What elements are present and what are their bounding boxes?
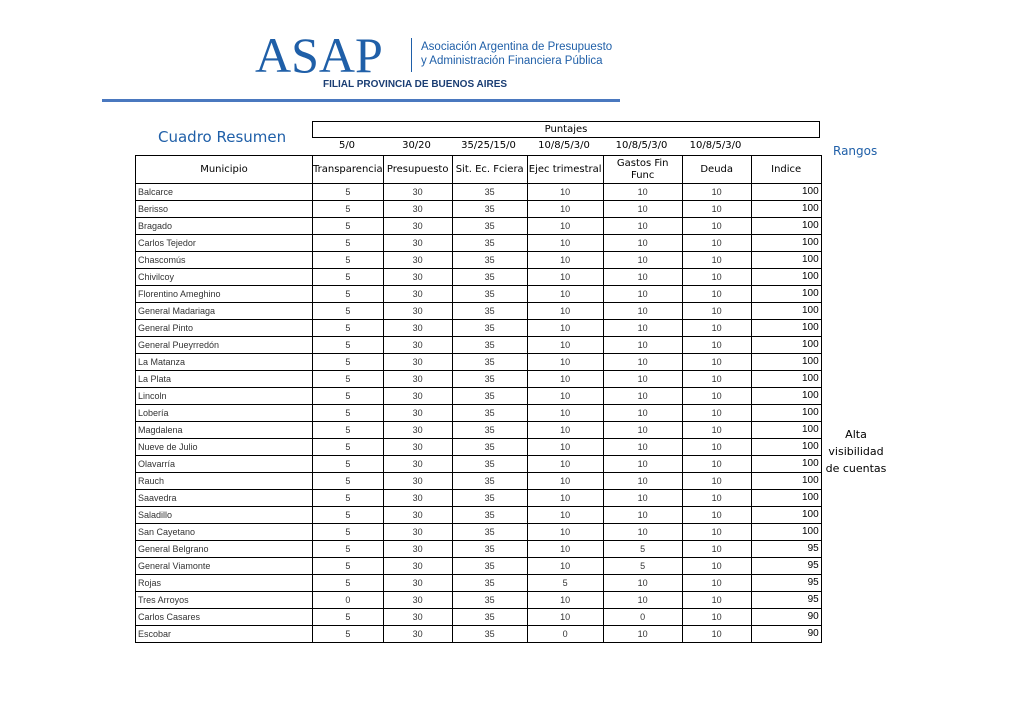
cell-score: 35 xyxy=(452,575,527,592)
cell-score: 30 xyxy=(383,201,452,218)
cell-score: 10 xyxy=(682,405,751,422)
col-sit-ec: Sit. Ec. Fciera xyxy=(452,156,527,184)
cell-score: 35 xyxy=(452,235,527,252)
col-ejec: Ejec trimestral xyxy=(527,156,603,184)
cell-score: 10 xyxy=(603,388,682,405)
cell-score: 10 xyxy=(682,218,751,235)
cell-score: 10 xyxy=(682,422,751,439)
org-name xyxy=(421,40,612,68)
col-presupuesto: Presupuesto xyxy=(383,156,452,184)
cell-municipio: Lincoln xyxy=(136,388,313,405)
table-row xyxy=(136,456,822,473)
cell-score: 10 xyxy=(682,473,751,490)
cell-municipio: Florentino Ameghino xyxy=(136,286,313,303)
cell-score: 30 xyxy=(383,252,452,269)
cell-score: 30 xyxy=(383,337,452,354)
cell-score: 10 xyxy=(682,320,751,337)
cell-score: 5 xyxy=(313,184,384,201)
cell-score: 5 xyxy=(313,456,384,473)
table-row xyxy=(136,201,822,218)
cell-score: 30 xyxy=(383,320,452,337)
weight-ejec: 10/8/5/3/0 xyxy=(538,140,590,151)
cell-score: 10 xyxy=(527,337,603,354)
cell-municipio: Nueve de Julio xyxy=(136,439,313,456)
cell-municipio: Saladillo xyxy=(136,507,313,524)
table-row xyxy=(136,354,822,371)
cell-municipio: Bragado xyxy=(136,218,313,235)
cell-score: 10 xyxy=(682,592,751,609)
cell-municipio: La Plata xyxy=(136,371,313,388)
cell-score: 30 xyxy=(383,218,452,235)
cell-score: 10 xyxy=(682,626,751,643)
cell-score: 35 xyxy=(452,422,527,439)
cell-indice: 100 xyxy=(751,269,821,286)
cell-score: 5 xyxy=(527,575,603,592)
cell-score: 35 xyxy=(452,473,527,490)
cell-score: 10 xyxy=(527,456,603,473)
cell-score: 5 xyxy=(313,422,384,439)
table-row xyxy=(136,405,822,422)
table-row xyxy=(136,252,822,269)
table-row xyxy=(136,371,822,388)
cell-score: 10 xyxy=(603,354,682,371)
cell-score: 30 xyxy=(383,405,452,422)
cell-score: 30 xyxy=(383,184,452,201)
cell-indice: 100 xyxy=(751,371,821,388)
cell-score: 10 xyxy=(527,235,603,252)
cell-score: 30 xyxy=(383,354,452,371)
cell-indice: 100 xyxy=(751,354,821,371)
cell-score: 10 xyxy=(603,371,682,388)
cell-score: 10 xyxy=(527,218,603,235)
cell-score: 30 xyxy=(383,286,452,303)
cell-indice: 100 xyxy=(751,252,821,269)
cell-score: 10 xyxy=(603,218,682,235)
cell-score: 10 xyxy=(527,269,603,286)
cell-indice: 100 xyxy=(751,405,821,422)
cell-score: 35 xyxy=(452,456,527,473)
table-row xyxy=(136,303,822,320)
header-divider xyxy=(102,99,620,102)
cell-score: 5 xyxy=(313,541,384,558)
cell-municipio: General Madariaga xyxy=(136,303,313,320)
cell-score: 30 xyxy=(383,609,452,626)
cell-score: 30 xyxy=(383,371,452,388)
col-transparencia: Transparencia xyxy=(313,156,384,184)
table-row xyxy=(136,235,822,252)
cell-score: 35 xyxy=(452,524,527,541)
cell-municipio: Escobar xyxy=(136,626,313,643)
cell-score: 5 xyxy=(313,320,384,337)
weight-sit-ec: 35/25/15/0 xyxy=(461,140,516,151)
cell-score: 5 xyxy=(313,439,384,456)
cell-score: 5 xyxy=(313,286,384,303)
cell-score: 5 xyxy=(603,541,682,558)
cell-score: 5 xyxy=(313,405,384,422)
cell-score: 10 xyxy=(527,507,603,524)
cell-indice: 100 xyxy=(751,218,821,235)
rango-line3: de cuentas xyxy=(825,462,887,475)
cell-municipio: Carlos Casares xyxy=(136,609,313,626)
cell-indice: 100 xyxy=(751,320,821,337)
cell-score: 10 xyxy=(682,388,751,405)
cell-score: 30 xyxy=(383,422,452,439)
cell-score: 10 xyxy=(682,252,751,269)
cell-score: 10 xyxy=(527,439,603,456)
table-row xyxy=(136,507,822,524)
cell-score: 35 xyxy=(452,541,527,558)
cell-score: 5 xyxy=(313,507,384,524)
table-row xyxy=(136,626,822,643)
cell-score: 10 xyxy=(682,558,751,575)
cell-score: 10 xyxy=(527,354,603,371)
cell-score: 35 xyxy=(452,201,527,218)
table-row xyxy=(136,422,822,439)
rangos-heading: Rangos xyxy=(833,144,878,158)
cell-score: 5 xyxy=(313,388,384,405)
cell-score: 30 xyxy=(383,592,452,609)
cell-score: 10 xyxy=(682,269,751,286)
cell-score: 35 xyxy=(452,252,527,269)
table-row xyxy=(136,592,822,609)
cell-score: 10 xyxy=(603,320,682,337)
cell-score: 10 xyxy=(603,252,682,269)
summary-table xyxy=(135,155,822,643)
logo-text: ASAP xyxy=(255,27,383,83)
cell-score: 10 xyxy=(603,507,682,524)
table-row xyxy=(136,524,822,541)
cell-municipio: Balcarce xyxy=(136,184,313,201)
cell-municipio: Chascomús xyxy=(136,252,313,269)
cell-score: 10 xyxy=(527,320,603,337)
cell-municipio: General Pueyrredón xyxy=(136,337,313,354)
table-row xyxy=(136,490,822,507)
cell-score: 10 xyxy=(682,439,751,456)
cell-score: 0 xyxy=(313,592,384,609)
cell-score: 30 xyxy=(383,456,452,473)
table-body xyxy=(136,184,822,643)
cell-indice: 100 xyxy=(751,524,821,541)
cell-score: 10 xyxy=(603,524,682,541)
table-row xyxy=(136,541,822,558)
cell-score: 35 xyxy=(452,286,527,303)
puntajes-header: Puntajes xyxy=(312,121,820,138)
filial-label: FILIAL PROVINCIA DE BUENOS AIRES xyxy=(323,79,508,90)
table-row xyxy=(136,337,822,354)
cell-score: 10 xyxy=(603,575,682,592)
cell-indice: 90 xyxy=(751,609,821,626)
cell-score: 10 xyxy=(527,252,603,269)
table-row xyxy=(136,218,822,235)
cell-score: 30 xyxy=(383,439,452,456)
cell-score: 35 xyxy=(452,184,527,201)
cell-score: 30 xyxy=(383,524,452,541)
table-row xyxy=(136,439,822,456)
cell-indice: 100 xyxy=(751,490,821,507)
cell-score: 30 xyxy=(383,490,452,507)
weight-presupuesto: 30/20 xyxy=(402,140,431,151)
cell-score: 10 xyxy=(527,541,603,558)
cell-score: 10 xyxy=(527,490,603,507)
cell-score: 30 xyxy=(383,388,452,405)
cell-score: 10 xyxy=(603,439,682,456)
cell-score: 5 xyxy=(313,354,384,371)
cell-score: 10 xyxy=(682,354,751,371)
cell-score: 0 xyxy=(527,626,603,643)
table-row xyxy=(136,473,822,490)
cell-score: 10 xyxy=(527,388,603,405)
cell-score: 35 xyxy=(452,592,527,609)
cell-indice: 100 xyxy=(751,201,821,218)
cell-indice: 95 xyxy=(751,592,821,609)
col-deuda: Deuda xyxy=(682,156,751,184)
cell-indice: 100 xyxy=(751,422,821,439)
cell-score: 5 xyxy=(313,490,384,507)
cell-score: 35 xyxy=(452,507,527,524)
cell-indice: 95 xyxy=(751,575,821,592)
org-line1: Asociación Argentina de Presupuesto xyxy=(421,41,613,53)
cell-score: 10 xyxy=(603,286,682,303)
cell-score: 10 xyxy=(603,184,682,201)
cell-municipio: General Pinto xyxy=(136,320,313,337)
cell-score: 5 xyxy=(313,524,384,541)
cell-score: 10 xyxy=(682,524,751,541)
cell-score: 10 xyxy=(682,575,751,592)
cell-score: 10 xyxy=(682,490,751,507)
cell-score: 10 xyxy=(527,524,603,541)
cell-score: 35 xyxy=(452,320,527,337)
cell-indice: 100 xyxy=(751,286,821,303)
cell-score: 10 xyxy=(603,422,682,439)
cell-score: 0 xyxy=(603,609,682,626)
rango-label xyxy=(824,426,888,477)
cell-score: 5 xyxy=(313,626,384,643)
cell-score: 35 xyxy=(452,388,527,405)
cell-score: 10 xyxy=(603,405,682,422)
cell-score: 10 xyxy=(527,201,603,218)
cell-score: 30 xyxy=(383,541,452,558)
cell-score: 10 xyxy=(527,558,603,575)
cell-municipio: Saavedra xyxy=(136,490,313,507)
cell-score: 10 xyxy=(682,184,751,201)
cell-score: 10 xyxy=(682,609,751,626)
cell-score: 5 xyxy=(313,201,384,218)
cell-score: 10 xyxy=(682,371,751,388)
cell-score: 10 xyxy=(527,592,603,609)
cell-score: 10 xyxy=(603,201,682,218)
rango-line1: Alta xyxy=(845,428,867,441)
cell-indice: 100 xyxy=(751,473,821,490)
cell-score: 10 xyxy=(527,303,603,320)
cell-indice: 100 xyxy=(751,456,821,473)
cell-score: 30 xyxy=(383,269,452,286)
table-row xyxy=(136,286,822,303)
cell-municipio: Tres Arroyos xyxy=(136,592,313,609)
table-row xyxy=(136,269,822,286)
cell-score: 10 xyxy=(527,405,603,422)
cell-municipio: Olavarría xyxy=(136,456,313,473)
cell-score: 10 xyxy=(603,592,682,609)
cell-score: 10 xyxy=(603,303,682,320)
cell-indice: 100 xyxy=(751,303,821,320)
cell-score: 5 xyxy=(313,235,384,252)
cell-score: 5 xyxy=(313,371,384,388)
table-row xyxy=(136,184,822,201)
cell-score: 10 xyxy=(527,184,603,201)
cell-municipio: Magdalena xyxy=(136,422,313,439)
cell-score: 10 xyxy=(603,337,682,354)
cell-score: 10 xyxy=(527,473,603,490)
cell-score: 5 xyxy=(313,337,384,354)
cell-score: 10 xyxy=(603,456,682,473)
cell-score: 35 xyxy=(452,303,527,320)
cell-score: 10 xyxy=(603,490,682,507)
weight-deuda: 10/8/5/3/0 xyxy=(689,140,742,151)
cell-score: 5 xyxy=(313,218,384,235)
cell-score: 35 xyxy=(452,405,527,422)
col-indice: Indice xyxy=(751,156,821,184)
cell-municipio: San Cayetano xyxy=(136,524,313,541)
cell-municipio: General Belgrano xyxy=(136,541,313,558)
cell-indice: 90 xyxy=(751,626,821,643)
cell-municipio: La Matanza xyxy=(136,354,313,371)
cell-score: 10 xyxy=(682,286,751,303)
table-row xyxy=(136,320,822,337)
cell-indice: 100 xyxy=(751,439,821,456)
cell-indice: 95 xyxy=(751,558,821,575)
table-row xyxy=(136,575,822,592)
col-municipio: Municipio xyxy=(136,156,313,184)
cell-score: 30 xyxy=(383,303,452,320)
page-title: Cuadro Resumen xyxy=(158,128,287,146)
cell-score: 35 xyxy=(452,490,527,507)
cell-score: 35 xyxy=(452,371,527,388)
cell-score: 35 xyxy=(452,269,527,286)
cell-indice: 100 xyxy=(751,337,821,354)
cell-score: 30 xyxy=(383,473,452,490)
cell-score: 30 xyxy=(383,558,452,575)
cell-score: 10 xyxy=(682,541,751,558)
cell-indice: 100 xyxy=(751,184,821,201)
cell-score: 10 xyxy=(682,235,751,252)
cell-score: 5 xyxy=(313,252,384,269)
cell-indice: 100 xyxy=(751,235,821,252)
cell-municipio: Rauch xyxy=(136,473,313,490)
cell-score: 35 xyxy=(452,354,527,371)
cell-score: 10 xyxy=(682,337,751,354)
cell-score: 5 xyxy=(313,473,384,490)
cell-score: 10 xyxy=(527,286,603,303)
cell-indice: 100 xyxy=(751,388,821,405)
cell-score: 10 xyxy=(682,507,751,524)
cell-score: 5 xyxy=(313,558,384,575)
cell-score: 10 xyxy=(527,422,603,439)
cell-indice: 95 xyxy=(751,541,821,558)
cell-score: 10 xyxy=(527,371,603,388)
cell-score: 10 xyxy=(682,303,751,320)
logo-divider xyxy=(411,38,412,72)
cell-municipio: Carlos Tejedor xyxy=(136,235,313,252)
cell-score: 10 xyxy=(603,235,682,252)
cell-municipio: Chivilcoy xyxy=(136,269,313,286)
cell-score: 35 xyxy=(452,558,527,575)
org-line2: y Administración Financiera Pública xyxy=(421,55,603,67)
cell-municipio: Rojas xyxy=(136,575,313,592)
col-gastos: Gastos Fin Func xyxy=(603,156,682,184)
table-row xyxy=(136,388,822,405)
cell-score: 10 xyxy=(527,609,603,626)
table-header-row xyxy=(136,156,822,184)
cell-municipio: Berisso xyxy=(136,201,313,218)
cell-score: 5 xyxy=(313,303,384,320)
cell-indice: 100 xyxy=(751,507,821,524)
cell-score: 10 xyxy=(682,456,751,473)
cell-score: 35 xyxy=(452,626,527,643)
cell-score: 10 xyxy=(603,626,682,643)
table-row xyxy=(136,609,822,626)
cell-municipio: General Viamonte xyxy=(136,558,313,575)
cell-score: 10 xyxy=(682,201,751,218)
cell-score: 5 xyxy=(313,269,384,286)
cell-score: 35 xyxy=(452,439,527,456)
cell-score: 35 xyxy=(452,337,527,354)
cell-score: 10 xyxy=(603,473,682,490)
cell-score: 30 xyxy=(383,507,452,524)
cell-score: 35 xyxy=(452,218,527,235)
cell-score: 5 xyxy=(603,558,682,575)
weight-gastos: 10/8/5/3/0 xyxy=(615,140,668,151)
rango-line2: visibilidad xyxy=(828,445,884,458)
cell-score: 35 xyxy=(452,609,527,626)
cell-municipio: Lobería xyxy=(136,405,313,422)
cell-score: 30 xyxy=(383,575,452,592)
cell-score: 5 xyxy=(313,575,384,592)
cell-score: 30 xyxy=(383,235,452,252)
cell-score: 5 xyxy=(313,609,384,626)
cell-score: 10 xyxy=(603,269,682,286)
weight-transparencia: 5/0 xyxy=(338,140,356,151)
table-row xyxy=(136,558,822,575)
cell-score: 30 xyxy=(383,626,452,643)
